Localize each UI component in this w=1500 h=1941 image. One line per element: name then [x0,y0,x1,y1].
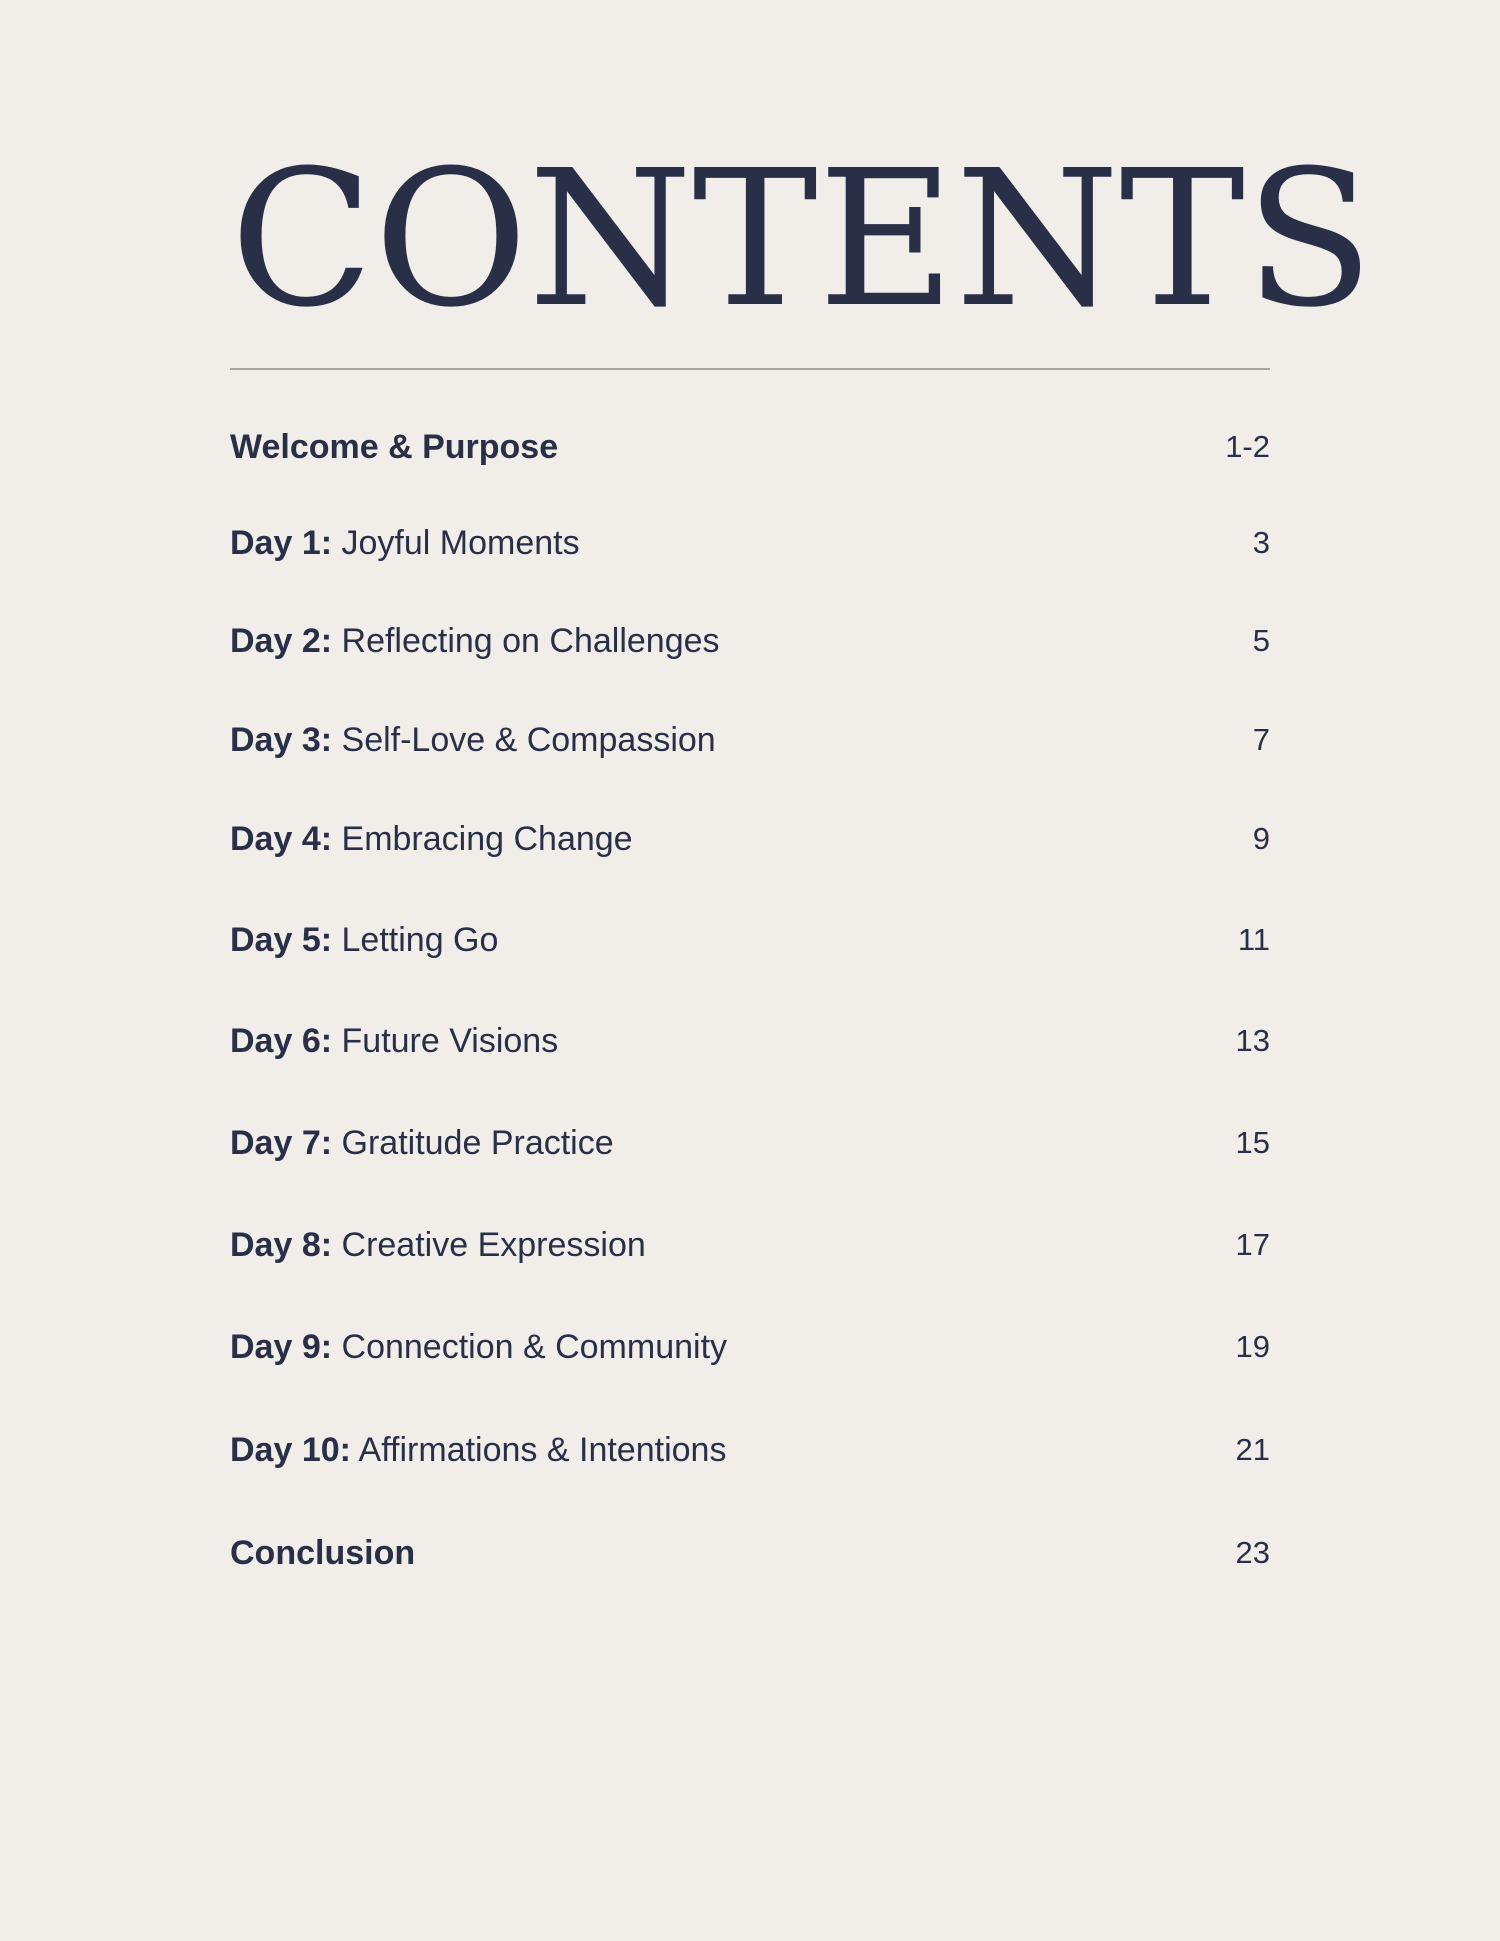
entry-text [230,1328,727,1367]
toc-entry-day-8[interactable] [230,1215,1270,1275]
page-number: 13 [1235,1023,1270,1058]
toc-entry-day-1[interactable] [230,513,1270,573]
page-number: 15 [1235,1125,1270,1160]
day-label: Day 8: [230,1225,333,1264]
day-label: Day 1: [230,523,333,562]
day-label: Day 5: [230,920,333,959]
day-name: Embracing Change [341,819,633,858]
toc-entry-day-2[interactable] [230,611,1270,671]
day-label: Day 7: [230,1123,333,1162]
toc-entry-day-3[interactable] [230,710,1270,770]
page-number: 23 [1235,1535,1270,1570]
page-number: 21 [1235,1432,1270,1467]
toc-entry-day-10[interactable] [230,1420,1270,1480]
day-name: Future Visions [341,1021,559,1060]
day-name: Reflecting on Challenges [341,621,720,660]
toc-entry-day-6[interactable] [230,1011,1270,1071]
page-number: 1-2 [1225,429,1270,464]
day-label: Day 10: [230,1430,351,1469]
page-number: 11 [1237,922,1270,957]
page-number: 3 [1252,525,1270,560]
day-name: Affirmations & Intentions [358,1430,727,1469]
page-number: 5 [1252,623,1270,658]
entry-label: Conclusion [230,1533,416,1572]
day-name: Letting Go [341,920,499,959]
entry-text [230,1022,558,1061]
toc-entry-day-4[interactable] [230,809,1270,869]
title-divider [230,368,1270,370]
day-label: Day 9: [230,1327,333,1366]
day-name: Joyful Moments [341,523,580,562]
toc-entry-conclusion[interactable] [230,1523,1270,1583]
entry-text [230,1431,726,1470]
page-number: 19 [1235,1329,1270,1364]
day-label: Day 4: [230,819,333,858]
page-title: CONTENTS [230,130,1374,349]
entry-text [230,524,580,563]
entry-text [230,921,498,960]
day-name: Gratitude Practice [341,1123,614,1162]
day-label: Day 3: [230,720,333,759]
entry-text [230,721,716,760]
entry-text [230,622,720,661]
page-number: 7 [1252,722,1270,757]
entry-text [230,1226,646,1265]
toc-entry-day-5[interactable] [230,910,1270,970]
day-name: Connection & Community [341,1327,728,1366]
day-label: Day 6: [230,1021,333,1060]
day-name: Self-Love & Compassion [341,720,716,759]
entry-text [230,1124,614,1163]
entry-text [230,820,633,859]
day-name: Creative Expression [341,1225,646,1264]
entry-label: Welcome & Purpose [230,427,559,466]
toc-entry-day-7[interactable] [230,1113,1270,1173]
page-number: 9 [1252,821,1270,856]
toc-entry-day-9[interactable] [230,1317,1270,1377]
day-label: Day 2: [230,621,333,660]
toc-entry-welcome-purpose[interactable] [230,417,1270,477]
page-number: 17 [1235,1227,1270,1262]
